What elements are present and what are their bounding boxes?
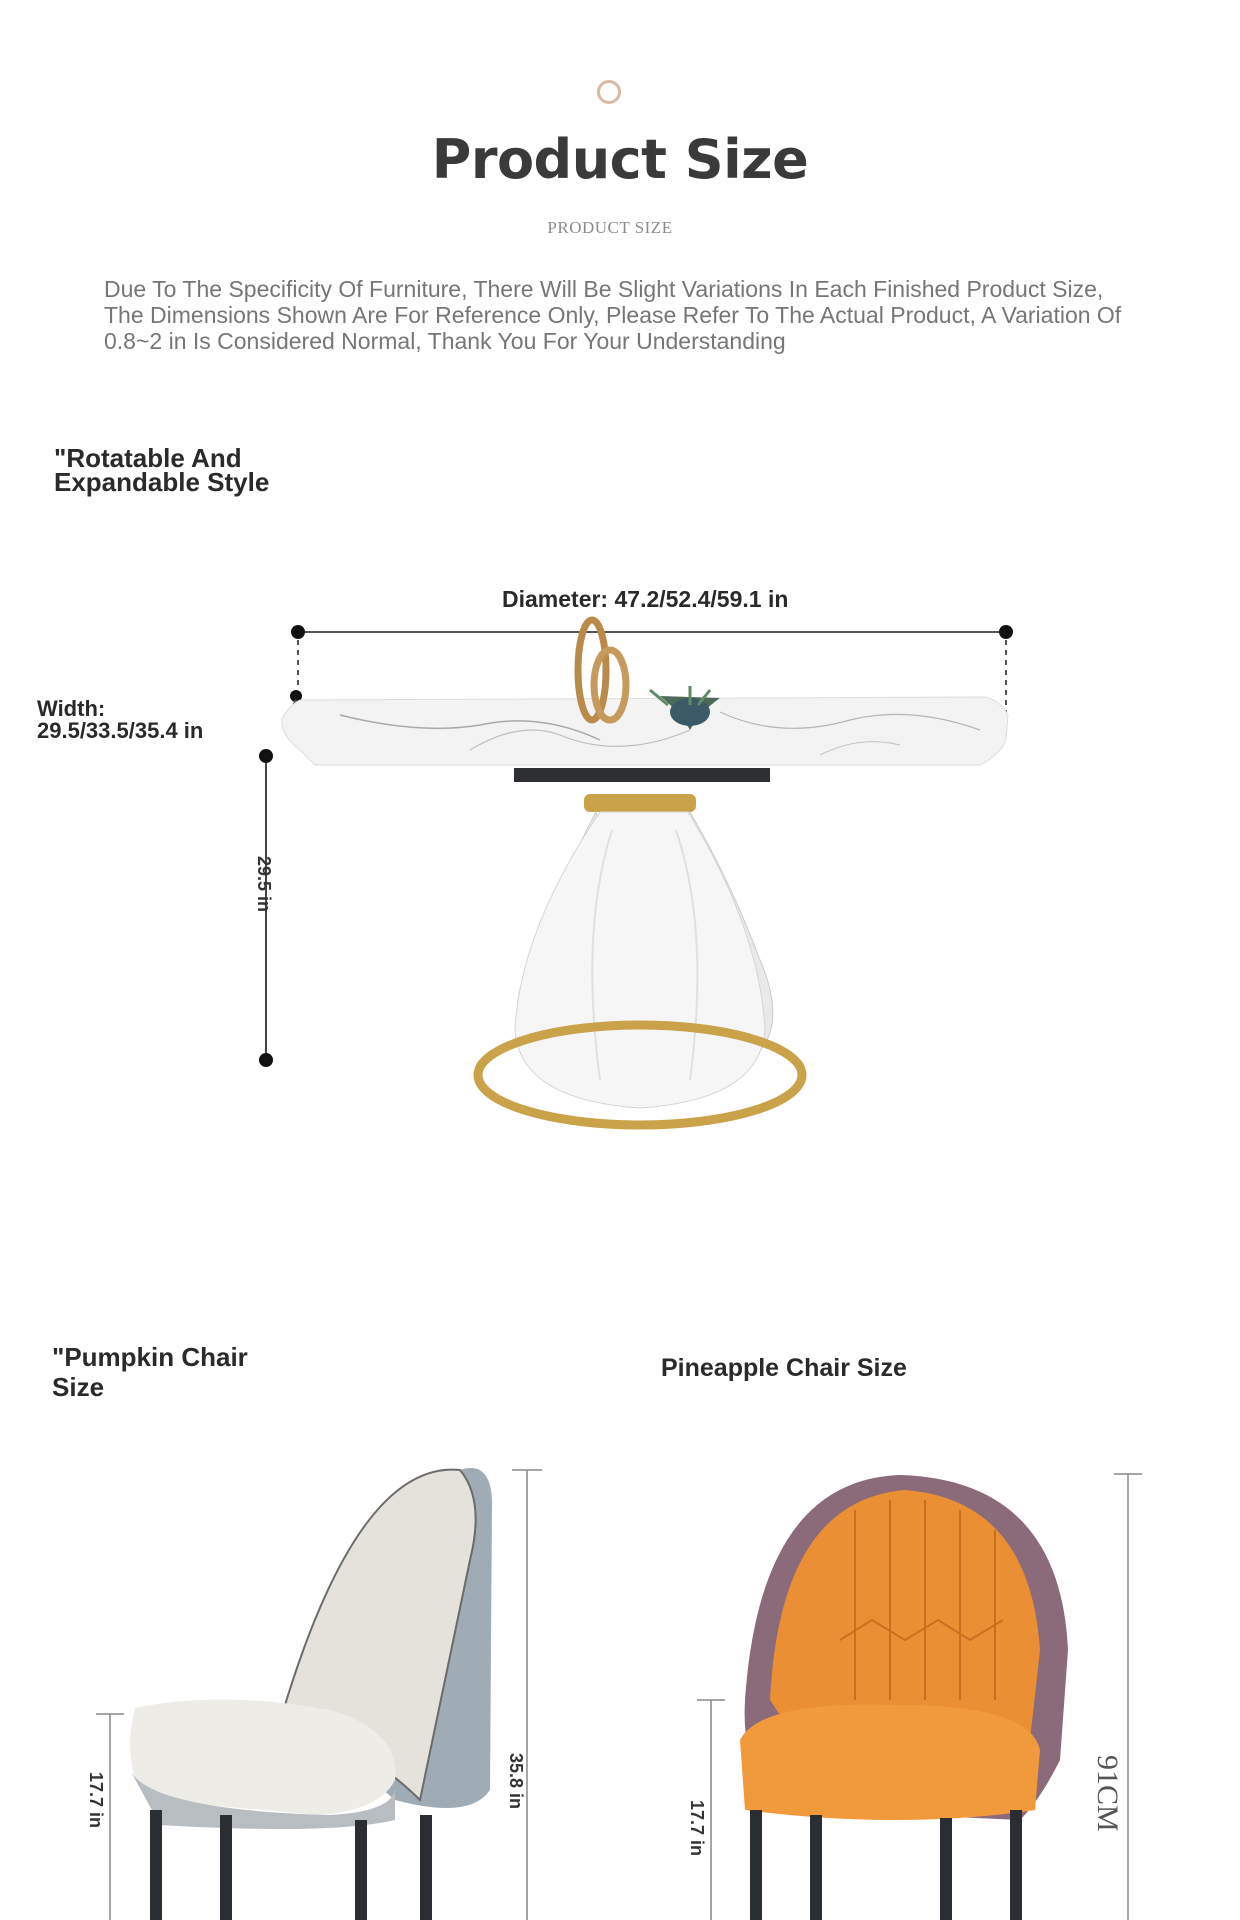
size-notice: Due To The Specificity Of Furniture, There Will Be Slight Variations In Each Finished Product Size, The Dimensions Shown Are For Reference Only, Please Refer To The Actual Product, A Variation Of 0.8~2 in Is Considered Normal, Thank You For Your Understanding [104, 276, 1122, 354]
pineapple-seat-height-label: 17.7 in [687, 1800, 707, 1857]
pineapple-chair [740, 1475, 1068, 1920]
width-label-text: Width: [37, 696, 106, 721]
pumpkin-total-height-label: 35.8 in [506, 1753, 526, 1810]
pineapple-chair-title: Pineapple Chair Size [661, 1354, 907, 1382]
page-subtitle: PRODUCT SIZE [547, 218, 673, 237]
width-value: 29.5/33.5/35.4 in [37, 718, 204, 743]
pineapple-total-height-label: 91CM [1091, 1755, 1124, 1832]
pumpkin-chair-title: "Pumpkin Chair Size [52, 1342, 248, 1402]
pumpkin-chair [130, 1468, 492, 1920]
table-height-label: 29.5 in [254, 856, 274, 913]
diameter-label: Diameter: 47.2/52.4/59.1 in [502, 586, 789, 612]
page-title: Product Size [431, 128, 809, 191]
pumpkin-seat-height-label: 17.7 in [86, 1772, 106, 1829]
table-section-title: "Rotatable And Expandable Style [54, 443, 270, 497]
